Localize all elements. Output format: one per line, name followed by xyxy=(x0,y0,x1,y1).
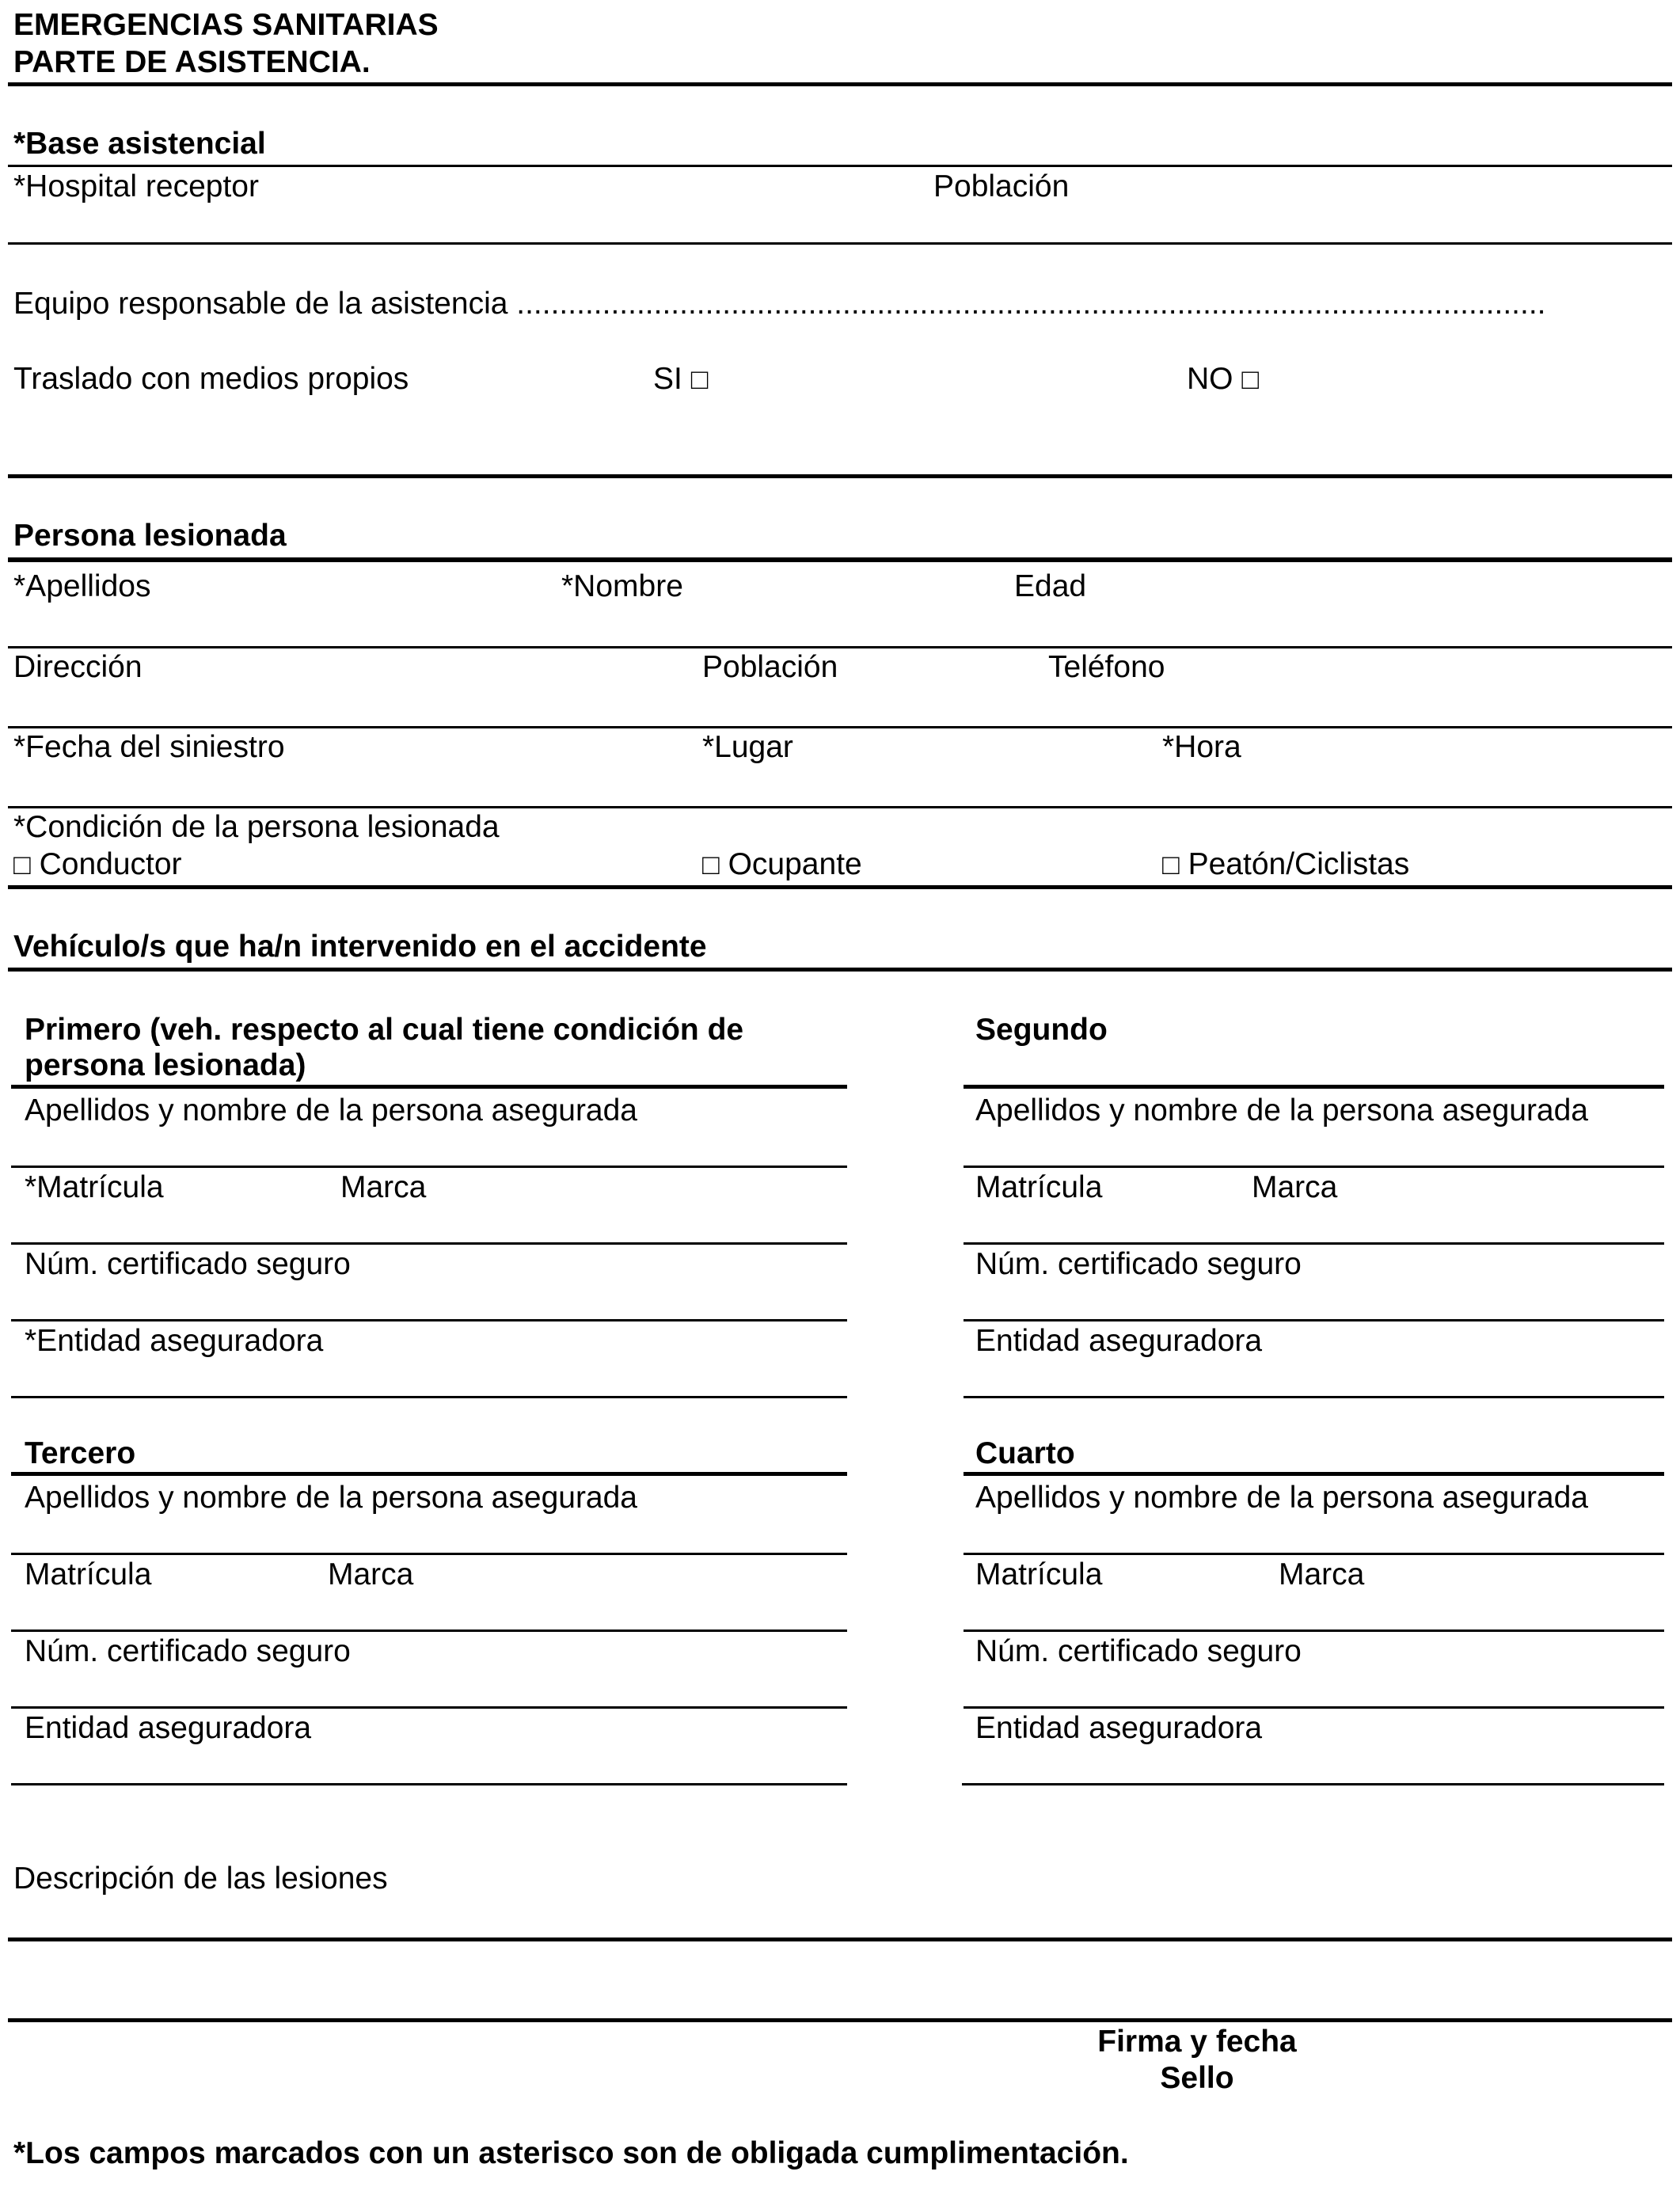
primero-marca-label: Marca xyxy=(340,1170,427,1204)
conductor-label: Conductor xyxy=(39,847,182,881)
segundo-matricula-label: Matrícula xyxy=(975,1170,1103,1204)
segundo-title: Segundo xyxy=(975,1013,1108,1047)
peaton-option[interactable] xyxy=(1162,846,1409,883)
segundo-entidad-line xyxy=(964,1396,1664,1398)
segundo-entidad-label: Entidad aseguradora xyxy=(975,1324,1263,1358)
edad-label: Edad xyxy=(1014,569,1087,603)
tercero-certificado-line xyxy=(11,1706,847,1709)
segundo-marca-label: Marca xyxy=(1252,1170,1338,1204)
hospital-row-line xyxy=(8,242,1672,245)
apellidos-label: *Apellidos xyxy=(13,569,151,603)
primero-asegurado-label: Apellidos y nombre de la persona asegurada xyxy=(25,1093,638,1128)
segundo-matricula-line xyxy=(964,1242,1664,1245)
lesiones-line-2 xyxy=(8,2018,1672,2022)
persona-lesionada-title: Persona lesionada xyxy=(13,519,287,553)
base-section-divider xyxy=(8,474,1672,478)
segundo-certificado-line xyxy=(964,1319,1664,1321)
cuarto-asegurado-label: Apellidos y nombre de la persona asegurada xyxy=(975,1481,1589,1515)
primero-title-line1: Primero (veh. respecto al cual tiene condición de xyxy=(25,1013,744,1047)
traslado-no-checkbox[interactable]: □ xyxy=(1241,363,1260,395)
tercero-matricula-line xyxy=(11,1629,847,1632)
base-poblacion-label: Población xyxy=(933,169,1070,203)
primero-entidad-line xyxy=(11,1396,847,1398)
cuarto-matricula-label: Matrícula xyxy=(975,1557,1103,1591)
traslado-si-option[interactable] xyxy=(653,361,708,397)
primero-certificado-line xyxy=(11,1319,847,1321)
tercero-asegurado-label: Apellidos y nombre de la persona asegurada xyxy=(25,1481,638,1515)
traslado-no-option[interactable] xyxy=(1187,361,1259,397)
cuarto-certificado-label: Núm. certificado seguro xyxy=(975,1634,1302,1668)
primero-certificado-label: Núm. certificado seguro xyxy=(25,1247,351,1281)
nombre-row-line xyxy=(8,646,1672,648)
obligatory-fields-note: *Los campos marcados con un asterisco son de obligada cumplimentación. xyxy=(13,2136,1129,2170)
persona-section-divider xyxy=(8,885,1672,889)
conductor-option[interactable] xyxy=(13,846,182,883)
telefono-label: Teléfono xyxy=(1048,650,1165,684)
equipo-responsable-label: Equipo responsable de la asistencia ........................................................................................................................ xyxy=(13,287,1546,321)
cuarto-title-underline xyxy=(964,1472,1664,1476)
tercero-entidad-label: Entidad aseguradora xyxy=(25,1711,312,1745)
cuarto-certificado-line xyxy=(964,1706,1664,1709)
ocupante-option[interactable] xyxy=(702,846,862,883)
primero-title-underline xyxy=(11,1085,847,1089)
vehiculos-title-underline xyxy=(8,968,1672,972)
direccion-row-line xyxy=(8,726,1672,728)
segundo-asegurado-label: Apellidos y nombre de la persona asegurada xyxy=(975,1093,1589,1128)
lesiones-line-1 xyxy=(8,1938,1672,1941)
segundo-certificado-label: Núm. certificado seguro xyxy=(975,1247,1302,1281)
traslado-si-label: SI xyxy=(653,362,682,396)
lugar-label: *Lugar xyxy=(702,730,793,764)
tercero-matricula-label: Matrícula xyxy=(25,1557,152,1591)
nombre-label: *Nombre xyxy=(561,569,683,603)
traslado-si-checkbox[interactable]: □ xyxy=(690,363,709,395)
firma-fecha-label: Firma y fecha xyxy=(1097,2025,1297,2059)
persona-poblacion-label: Población xyxy=(702,650,838,684)
traslado-no-label: NO xyxy=(1187,362,1233,396)
conductor-checkbox[interactable]: □ xyxy=(13,848,31,880)
form-header-line1: EMERGENCIAS SANITARIAS xyxy=(13,8,439,42)
base-asistencial-title: *Base asistencial xyxy=(13,127,266,161)
cuarto-matricula-line xyxy=(964,1629,1664,1632)
persona-title-underline xyxy=(8,557,1672,562)
header-divider xyxy=(8,82,1672,86)
ocupante-checkbox[interactable]: □ xyxy=(702,848,720,880)
fecha-siniestro-label: *Fecha del siniestro xyxy=(13,730,285,764)
primero-entidad-label: *Entidad aseguradora xyxy=(25,1324,324,1358)
tercero-title-underline xyxy=(11,1472,847,1476)
condicion-label: *Condición de la persona lesionada xyxy=(13,810,500,844)
cuarto-marca-label: Marca xyxy=(1279,1557,1365,1591)
base-title-underline xyxy=(8,165,1672,167)
tercero-title: Tercero xyxy=(25,1436,136,1470)
primero-matricula-label: *Matrícula xyxy=(25,1170,164,1204)
tercero-entidad-line xyxy=(11,1783,847,1785)
hora-label: *Hora xyxy=(1162,730,1241,764)
peaton-checkbox[interactable]: □ xyxy=(1162,848,1180,880)
primero-matricula-line xyxy=(11,1242,847,1245)
cuarto-entidad-label: Entidad aseguradora xyxy=(975,1711,1263,1745)
form-header-line2: PARTE DE ASISTENCIA. xyxy=(13,45,371,79)
peaton-label: Peatón/Ciclistas xyxy=(1188,847,1410,881)
ocupante-label: Ocupante xyxy=(728,847,862,881)
cuarto-title: Cuarto xyxy=(975,1436,1075,1470)
segundo-asegurado-line xyxy=(964,1166,1664,1168)
direccion-label: Dirección xyxy=(13,650,143,684)
lesiones-label: Descripción de las lesiones xyxy=(13,1861,388,1896)
cuarto-entidad-line xyxy=(962,1783,1664,1785)
cuarto-asegurado-line xyxy=(964,1553,1664,1555)
tercero-marca-label: Marca xyxy=(328,1557,414,1591)
tercero-asegurado-line xyxy=(11,1553,847,1555)
primero-asegurado-line xyxy=(11,1166,847,1168)
segundo-title-underline xyxy=(964,1085,1664,1089)
fecha-row-line xyxy=(8,806,1672,808)
hospital-receptor-label: *Hospital receptor xyxy=(13,169,259,203)
vehiculos-title: Vehículo/s que ha/n intervenido en el accidente xyxy=(13,930,707,964)
traslado-label: Traslado con medios propios xyxy=(13,362,409,396)
primero-title-line2: persona lesionada) xyxy=(25,1048,306,1082)
tercero-certificado-label: Núm. certificado seguro xyxy=(25,1634,351,1668)
sello-label: Sello xyxy=(1160,2061,1234,2095)
